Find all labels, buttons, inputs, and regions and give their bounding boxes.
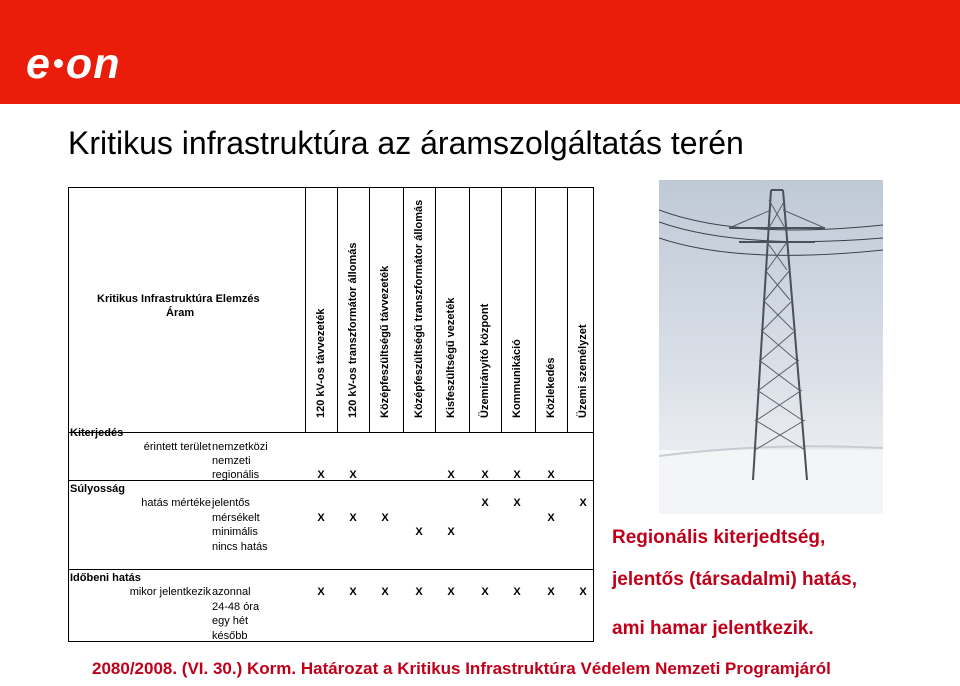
column-header-label: Üzemirányító központ — [479, 303, 491, 418]
section-subtitle: mikor jelentkezik — [129, 586, 211, 598]
row-label: jelentős — [212, 497, 250, 509]
row-label: mérsékelt — [212, 511, 260, 524]
mark-x: X — [317, 586, 325, 598]
column-separator — [469, 188, 470, 432]
section-divider — [69, 569, 593, 570]
mark-x: X — [481, 586, 489, 598]
mark-x: X — [513, 586, 521, 598]
page-title: Kritikus infrastruktúra az áramszolgáltatás terén — [68, 125, 744, 161]
row-label: nincs hatás — [212, 540, 268, 553]
column-header-label: 120 kV-os transzformátor állomás — [347, 242, 359, 418]
section-title: Kiterjedés — [70, 427, 124, 439]
column-header — [569, 192, 597, 430]
row-label: regionális — [212, 469, 260, 481]
mark-x: X — [447, 526, 455, 538]
column-header — [405, 192, 433, 430]
column-header — [371, 192, 399, 430]
mark-x: X — [481, 497, 489, 509]
column-header-label: Közlekedés — [545, 357, 557, 418]
mark-x: X — [579, 497, 587, 509]
column-separator — [501, 188, 502, 432]
side-text-line2: jelentős (társadalmi) hatás, — [612, 569, 857, 590]
section-subtitle: érintett terület — [143, 441, 211, 453]
column-header-label: Kisfeszültségű vezeték — [445, 297, 457, 418]
mark-x: X — [481, 469, 489, 481]
eon-logo: e on — [26, 40, 121, 88]
column-header-label: Középfeszültségű távvezeték — [379, 265, 391, 418]
analysis-table — [68, 187, 594, 642]
transmission-tower-image — [659, 180, 883, 514]
mark-x: X — [513, 469, 521, 481]
table-caption-line1: Kritikus Infrastruktúra Elemzés — [97, 293, 260, 305]
column-header — [339, 192, 367, 430]
section-divider — [69, 480, 593, 481]
footer-reference: 2080/2008. (VI. 30.) Korm. Határozat a Kritikus Infrastruktúra Védelem Nemzeti Programjáról — [92, 659, 831, 678]
side-text-line3: ami hamar jelentkezik. — [612, 618, 814, 639]
mark-x: X — [447, 586, 455, 598]
row-label: azonnal — [212, 586, 251, 598]
row-label: nemzeti — [212, 455, 251, 467]
mark-x: X — [317, 511, 325, 524]
column-separator — [369, 188, 370, 432]
header-bar — [0, 0, 960, 104]
column-separator — [403, 188, 404, 432]
column-header-label: 120 kV-os távvezeték — [315, 308, 327, 418]
mark-x: X — [415, 526, 423, 538]
row-label: egy hét — [212, 615, 249, 627]
section-title: Súlyosság — [70, 483, 126, 495]
mark-x: X — [579, 586, 587, 598]
mark-x: X — [547, 586, 555, 598]
power-tower-photo — [659, 180, 883, 514]
section-subtitle: hatás mértéke — [141, 497, 211, 509]
mark-x: X — [349, 586, 357, 598]
column-separator — [567, 188, 568, 432]
column-separator — [337, 188, 338, 432]
mark-x: X — [547, 469, 555, 481]
side-text-line1: Regionális kiterjedtség, — [612, 527, 826, 548]
section-title: Időbeni hatás — [70, 572, 141, 584]
mark-x: X — [317, 469, 325, 481]
column-header — [503, 192, 531, 430]
header-divider — [69, 432, 593, 433]
mark-x: X — [547, 511, 555, 524]
mark-x: X — [381, 586, 389, 598]
column-header — [471, 192, 499, 430]
column-header — [537, 192, 565, 430]
row-label: minimális — [212, 526, 258, 538]
row-label: nemzetközi — [212, 441, 268, 453]
column-separator — [435, 188, 436, 432]
row-label: később — [212, 629, 248, 642]
mark-x: X — [349, 469, 357, 481]
column-header-label: Kommunikáció — [511, 339, 523, 418]
mark-x: X — [349, 511, 357, 524]
table-caption-line2: Áram — [166, 307, 195, 319]
mark-x: X — [381, 511, 389, 524]
column-separator — [535, 188, 536, 432]
mark-x: X — [415, 586, 423, 598]
column-separator — [305, 188, 306, 432]
mark-x: X — [447, 469, 455, 481]
column-header — [437, 192, 465, 430]
column-header-label: Üzemi személyzet — [577, 324, 589, 418]
row-label: 24-48 óra — [212, 600, 260, 613]
column-header — [307, 192, 335, 430]
mark-x: X — [513, 497, 521, 509]
column-header-label: Középfeszültségű transzformátor állomás — [413, 199, 425, 418]
